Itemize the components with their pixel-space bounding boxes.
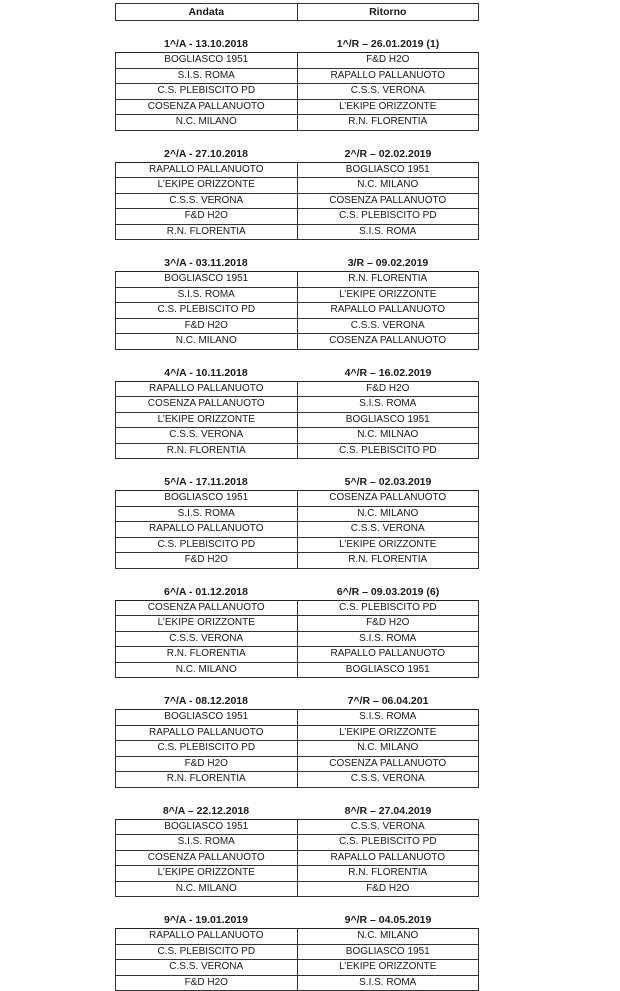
ritorno-match-cell: S.I.S. ROMA: [297, 224, 479, 240]
ritorno-round-title: 4^/R – 16.02.2019: [344, 366, 432, 379]
andata-match-cell: S.I.S. ROMA: [116, 287, 298, 303]
round-title-row: [115, 256, 479, 271]
ritorno-match-cell: COSENZA PALLANUOTO: [297, 334, 479, 350]
ritorno-match-cell: L’EKIPE ORIZZONTE: [297, 99, 479, 115]
andata-match-cell: N.C. MILANO: [116, 334, 298, 350]
round-title-row: [115, 147, 479, 162]
andata-match-cell: L’EKIPE ORIZZONTE: [116, 178, 298, 194]
andata-match-cell: C.S.S. VERONA: [116, 631, 298, 647]
round-block: [115, 475, 479, 569]
table-row: [116, 662, 479, 678]
table-row: [116, 334, 479, 350]
andata-match-cell: BOGLIASCO 1951: [116, 272, 298, 288]
andata-match-cell: N.C. MILANO: [116, 881, 298, 897]
schedule-header: [115, 3, 479, 21]
ritorno-match-cell: COSENZA PALLANUOTO: [297, 193, 479, 209]
ritorno-match-cell: BOGLIASCO 1951: [297, 412, 479, 428]
match-table: [115, 52, 479, 131]
andata-match-cell: C.S.S. VERONA: [116, 193, 298, 209]
ritorno-match-cell: R.N. FLORENTIA: [297, 272, 479, 288]
table-row: [116, 537, 479, 553]
andata-match-cell: C.S. PLEBISCITO PD: [116, 944, 298, 960]
andata-match-cell: S.I.S. ROMA: [116, 68, 298, 84]
table-row: [116, 819, 479, 835]
andata-match-cell: L’EKIPE ORIZZONTE: [116, 866, 298, 882]
round-title-row: [115, 37, 479, 52]
andata-match-cell: BOGLIASCO 1951: [116, 819, 298, 835]
ritorno-match-cell: BOGLIASCO 1951: [297, 162, 479, 178]
andata-match-cell: BOGLIASCO 1951: [116, 53, 298, 69]
ritorno-match-cell: F&D H2O: [297, 881, 479, 897]
match-table: [115, 162, 479, 241]
ritorno-header: Ritorno: [297, 4, 479, 21]
andata-match-cell: RAPALLO PALLANUOTO: [116, 725, 298, 741]
andata-match-cell: F&D H2O: [116, 209, 298, 225]
ritorno-match-cell: C.S.S. VERONA: [297, 522, 479, 538]
andata-round-title: 5^/A - 17.11.2018: [164, 476, 248, 488]
match-table: [115, 819, 479, 898]
match-table: [115, 381, 479, 460]
andata-match-cell: F&D H2O: [116, 318, 298, 334]
match-table: [115, 928, 479, 991]
ritorno-match-cell: C.S.S. VERONA: [297, 318, 479, 334]
andata-match-cell: S.I.S. ROMA: [116, 506, 298, 522]
ritorno-match-cell: N.C. MILANO: [297, 741, 479, 757]
andata-match-cell: N.C. MILANO: [116, 662, 298, 678]
andata-match-cell: COSENZA PALLANUOTO: [116, 600, 298, 616]
table-row: [116, 710, 479, 726]
andata-match-cell: C.S. PLEBISCITO PD: [116, 84, 298, 100]
rounds-container: [115, 37, 479, 991]
andata-match-cell: RAPALLO PALLANUOTO: [116, 162, 298, 178]
table-row: [116, 443, 479, 459]
ritorno-match-cell: N.C. MILANO: [297, 929, 479, 945]
ritorno-match-cell: F&D H2O: [297, 53, 479, 69]
table-row: [116, 99, 479, 115]
andata-match-cell: L’EKIPE ORIZZONTE: [116, 412, 298, 428]
match-table: [115, 600, 479, 679]
table-row: [116, 975, 479, 991]
andata-match-cell: N.C. MILANO: [116, 115, 298, 131]
round-block: [115, 147, 479, 241]
andata-match-cell: RAPALLO PALLANUOTO: [116, 929, 298, 945]
table-row: [116, 506, 479, 522]
andata-round-title: 3^/A - 03.11.2018: [164, 257, 248, 269]
table-row: [116, 428, 479, 444]
andata-round-title: 4^/A - 10.11.2018: [164, 366, 248, 379]
andata-match-cell: C.S. PLEBISCITO PD: [116, 741, 298, 757]
andata-match-cell: R.N. FLORENTIA: [116, 772, 298, 788]
table-row: [116, 725, 479, 741]
ritorno-match-cell: F&D H2O: [297, 616, 479, 632]
table-row: [116, 178, 479, 194]
ritorno-match-cell: L’EKIPE ORIZZONTE: [297, 537, 479, 553]
ritorno-match-cell: C.S. PLEBISCITO PD: [297, 835, 479, 851]
ritorno-match-cell: R.N. FLORENTIA: [297, 115, 479, 131]
table-row: [116, 53, 479, 69]
match-table: [115, 709, 479, 788]
ritorno-round-title: 3/R – 09.02.2019: [347, 257, 429, 269]
ritorno-round-title: 9^/R – 04.05.2019: [344, 914, 432, 926]
ritorno-match-cell: C.S.S. VERONA: [297, 84, 479, 100]
ritorno-round-title: 1^/R – 26.01.2019 (1): [336, 38, 440, 50]
ritorno-match-cell: C.S.S. VERONA: [297, 819, 479, 835]
round-block: [115, 256, 479, 350]
andata-match-cell: R.N. FLORENTIA: [116, 443, 298, 459]
andata-match-cell: R.N. FLORENTIA: [116, 647, 298, 663]
andata-match-cell: BOGLIASCO 1951: [116, 710, 298, 726]
table-row: [116, 224, 479, 240]
ritorno-match-cell: RAPALLO PALLANUOTO: [297, 303, 479, 319]
table-row: [116, 381, 479, 397]
ritorno-match-cell: S.I.S. ROMA: [297, 631, 479, 647]
table-row: [116, 741, 479, 757]
ritorno-match-cell: S.I.S. ROMA: [297, 397, 479, 413]
ritorno-round-title: 5^/R – 02.03.2019: [344, 476, 432, 488]
ritorno-match-cell: C.S. PLEBISCITO PD: [297, 443, 479, 459]
table-row: [116, 553, 479, 569]
andata-match-cell: COSENZA PALLANUOTO: [116, 850, 298, 866]
table-row: [116, 303, 479, 319]
table-row: [116, 881, 479, 897]
round-block: [115, 694, 479, 788]
andata-header: Andata: [116, 4, 298, 21]
ritorno-match-cell: L’EKIPE ORIZZONTE: [297, 960, 479, 976]
match-table: [115, 271, 479, 350]
table-row: [116, 193, 479, 209]
table-row: [116, 491, 479, 507]
table-row: [116, 162, 479, 178]
ritorno-round-title: 2^/R – 02.02.2019: [344, 147, 432, 160]
ritorno-match-cell: F&D H2O: [297, 381, 479, 397]
ritorno-match-cell: C.S. PLEBISCITO PD: [297, 600, 479, 616]
table-row: [116, 631, 479, 647]
round-block: [115, 366, 479, 460]
round-block: [115, 37, 479, 131]
table-row: [116, 84, 479, 100]
ritorno-round-title: 7^/R – 06.04.201: [347, 695, 429, 707]
andata-match-cell: F&D H2O: [116, 975, 298, 991]
andata-match-cell: L’EKIPE ORIZZONTE: [116, 616, 298, 632]
table-row: [116, 756, 479, 772]
table-row: [116, 68, 479, 84]
andata-round-title: 8^/A – 22.12.2018: [162, 804, 250, 817]
ritorno-match-cell: N.C. MILANO: [297, 506, 479, 522]
ritorno-round-title: 8^/R – 27.04.2019: [344, 804, 432, 817]
andata-round-title: 6^/A - 01.12.2018: [164, 585, 248, 598]
table-row: [116, 835, 479, 851]
ritorno-match-cell: BOGLIASCO 1951: [297, 662, 479, 678]
andata-round-title: 2^/A - 27.10.2018: [164, 147, 248, 160]
ritorno-match-cell: S.I.S. ROMA: [297, 975, 479, 991]
andata-match-cell: COSENZA PALLANUOTO: [116, 99, 298, 115]
table-row: [116, 929, 479, 945]
andata-match-cell: S.I.S. ROMA: [116, 835, 298, 851]
ritorno-match-cell: L’EKIPE ORIZZONTE: [297, 287, 479, 303]
andata-match-cell: C.S.S. VERONA: [116, 428, 298, 444]
round-title-row: [115, 585, 479, 600]
table-row: [116, 287, 479, 303]
andata-round-title: 1^/A - 13.10.2018: [164, 38, 248, 50]
round-title-row: [115, 366, 479, 381]
ritorno-match-cell: L’EKIPE ORIZZONTE: [297, 725, 479, 741]
round-title-row: [115, 913, 479, 928]
table-row: [116, 600, 479, 616]
andata-match-cell: COSENZA PALLANUOTO: [116, 397, 298, 413]
table-row: [116, 209, 479, 225]
round-block: [115, 804, 479, 898]
schedule-document: [115, 3, 479, 991]
table-row: [116, 944, 479, 960]
andata-match-cell: F&D H2O: [116, 553, 298, 569]
table-row: [116, 115, 479, 131]
table-row: [116, 616, 479, 632]
andata-round-title: 9^/A - 19.01.2019: [164, 914, 248, 926]
round-title-row: [115, 475, 479, 490]
andata-match-cell: BOGLIASCO 1951: [116, 491, 298, 507]
andata-match-cell: R.N. FLORENTIA: [116, 224, 298, 240]
ritorno-match-cell: RAPALLO PALLANUOTO: [297, 68, 479, 84]
andata-round-title: 7^/A - 08.12.2018: [164, 695, 248, 707]
ritorno-match-cell: COSENZA PALLANUOTO: [297, 756, 479, 772]
ritorno-match-cell: N.C. MILNAO: [297, 428, 479, 444]
ritorno-match-cell: R.N. FLORENTIA: [297, 866, 479, 882]
andata-match-cell: F&D H2O: [116, 756, 298, 772]
ritorno-match-cell: N.C. MILANO: [297, 178, 479, 194]
match-table: [115, 490, 479, 569]
table-row: [116, 850, 479, 866]
ritorno-match-cell: BOGLIASCO 1951: [297, 944, 479, 960]
round-title-row: [115, 694, 479, 709]
ritorno-match-cell: COSENZA PALLANUOTO: [297, 491, 479, 507]
ritorno-match-cell: S.I.S. ROMA: [297, 710, 479, 726]
table-row: [116, 772, 479, 788]
andata-match-cell: C.S. PLEBISCITO PD: [116, 537, 298, 553]
table-row: [116, 866, 479, 882]
ritorno-match-cell: C.S.S. VERONA: [297, 772, 479, 788]
table-row: [116, 647, 479, 663]
ritorno-match-cell: C.S. PLEBISCITO PD: [297, 209, 479, 225]
table-row: [116, 272, 479, 288]
table-row: [116, 412, 479, 428]
andata-match-cell: RAPALLO PALLANUOTO: [116, 522, 298, 538]
ritorno-match-cell: R.N. FLORENTIA: [297, 553, 479, 569]
table-row: [116, 397, 479, 413]
andata-match-cell: C.S.S. VERONA: [116, 960, 298, 976]
andata-match-cell: C.S. PLEBISCITO PD: [116, 303, 298, 319]
andata-match-cell: RAPALLO PALLANUOTO: [116, 381, 298, 397]
round-block: [115, 585, 479, 679]
ritorno-match-cell: RAPALLO PALLANUOTO: [297, 850, 479, 866]
ritorno-round-title: 6^/R – 09.03.2019 (6): [336, 585, 440, 598]
table-row: [116, 318, 479, 334]
round-title-row: [115, 804, 479, 819]
ritorno-match-cell: RAPALLO PALLANUOTO: [297, 647, 479, 663]
round-block: [115, 913, 479, 991]
table-row: [116, 522, 479, 538]
